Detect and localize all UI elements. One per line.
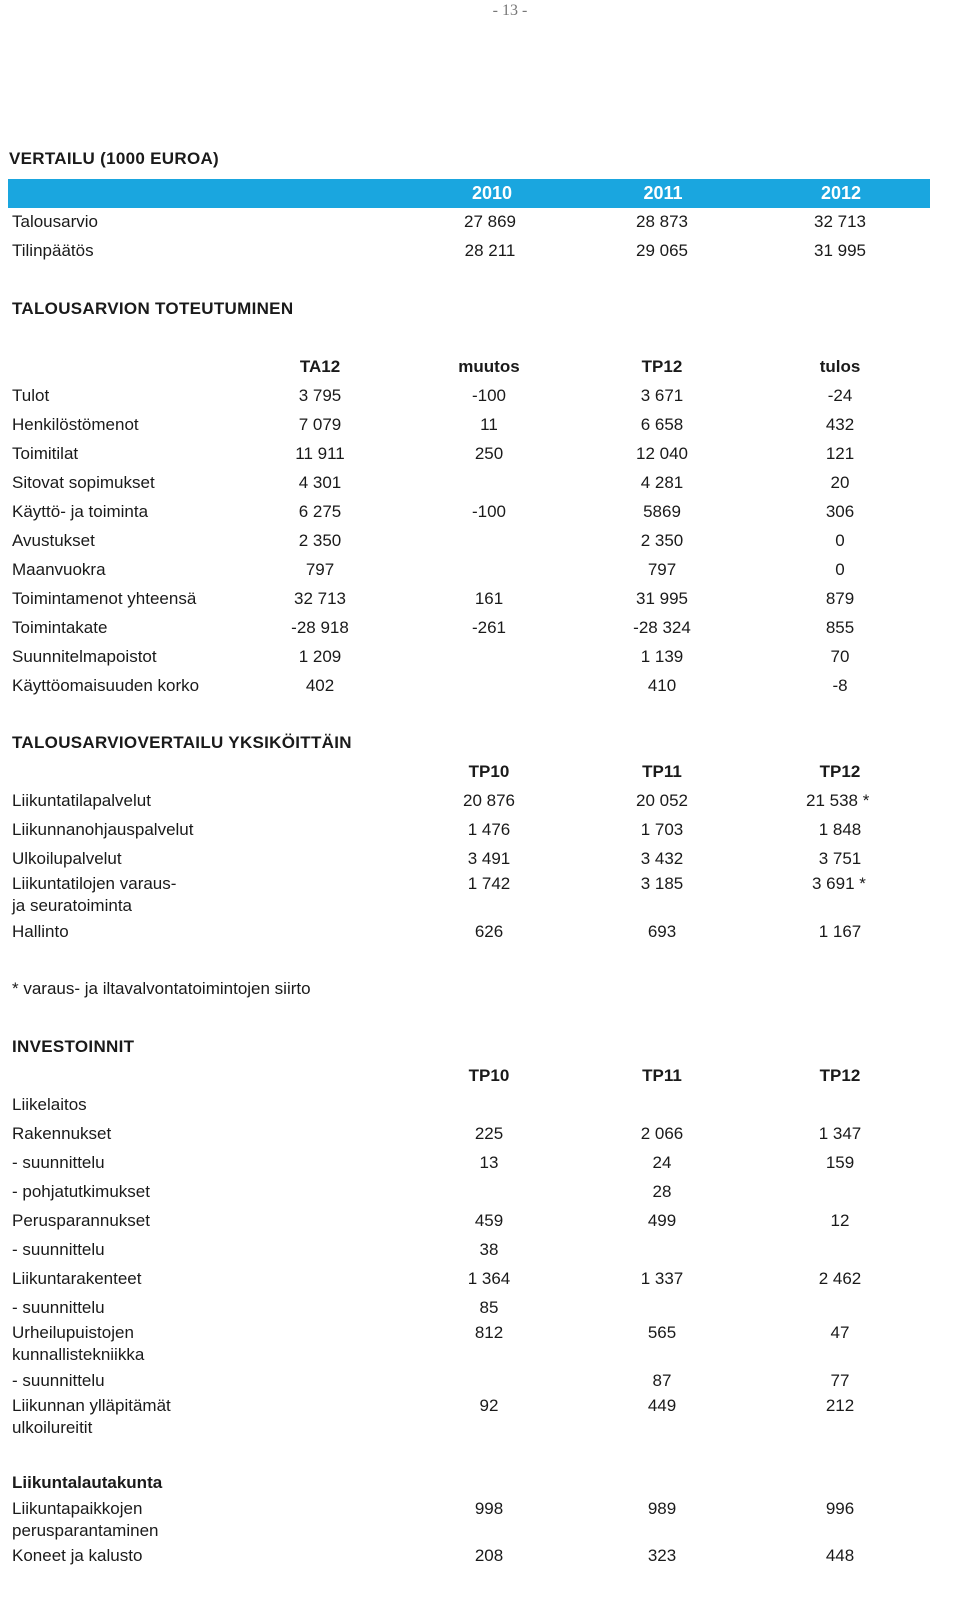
cell: 21 538 * <box>806 791 870 810</box>
col-header-tp12: TP12 <box>641 357 683 376</box>
cell: 2 350 <box>298 531 342 550</box>
cell: 6 275 <box>298 502 342 521</box>
cell: 449 <box>647 1396 677 1415</box>
row-label-line2: kunnallistekniikka <box>12 1345 145 1364</box>
yksikoittain-heading: TALOUSARVIOVERTAILU YKSIKÖITTÄIN <box>12 733 352 752</box>
cell: 92 <box>479 1396 499 1415</box>
cell: 1 476 <box>467 820 511 839</box>
cell: 3 691 * <box>812 874 866 893</box>
row-label: Talousarvio <box>12 212 98 231</box>
row-label: Liikuntatilojen varaus- <box>12 874 177 893</box>
cell: 121 <box>825 444 855 463</box>
cell: 32 713 <box>814 212 866 231</box>
footnote: * varaus- ja iltavalvontatoimintojen siirto <box>12 979 311 998</box>
row-label: Toimintamenot yhteensä <box>12 589 197 608</box>
year-2011: 2011 <box>643 183 683 203</box>
row-label: Koneet ja kalusto <box>12 1546 143 1565</box>
cell: 3 751 <box>818 849 862 868</box>
cell: 12 040 <box>636 444 688 463</box>
cell: -100 <box>471 502 507 521</box>
cell: -28 324 <box>633 618 691 637</box>
cell: 24 <box>652 1153 672 1172</box>
cell: 1 742 <box>467 874 511 893</box>
cell: 0 <box>835 560 845 579</box>
row-label: Liikuntatilapalvelut <box>12 791 151 810</box>
cell: 1 167 <box>818 922 862 941</box>
cell: 225 <box>474 1124 504 1143</box>
row-label: Tulot <box>12 386 50 405</box>
cell: 797 <box>305 560 335 579</box>
cell: 626 <box>474 922 504 941</box>
cell: 3 185 <box>640 874 684 893</box>
col-header-tp12: TP12 <box>819 762 861 781</box>
cell: 85 <box>479 1298 499 1317</box>
cell: 20 052 <box>636 791 688 810</box>
cell: 11 911 <box>295 444 345 463</box>
cell: 4 301 <box>298 473 342 492</box>
cell: 208 <box>474 1546 504 1565</box>
row-label: Rakennukset <box>12 1124 112 1143</box>
year-2012: 2012 <box>820 183 862 203</box>
cell: 499 <box>647 1211 677 1230</box>
cell: 402 <box>305 676 335 695</box>
row-label: Urheilupuistojen <box>12 1323 134 1342</box>
cell: 1 347 <box>818 1124 862 1143</box>
col-header-ta12: TA12 <box>299 357 341 376</box>
cell: 989 <box>647 1499 677 1518</box>
cell: 29 065 <box>636 241 688 260</box>
cell: -28 918 <box>291 618 349 637</box>
cell: 77 <box>830 1371 850 1390</box>
cell: 250 <box>474 444 504 463</box>
cell: 812 <box>474 1323 504 1342</box>
row-label: Suunnitelmapoistot <box>12 647 157 666</box>
cell: 27 869 <box>464 212 516 231</box>
cell: -261 <box>471 618 507 637</box>
cell: 1 364 <box>467 1269 511 1288</box>
cell: 47 <box>830 1323 850 1342</box>
row-label-line2: ulkoilureitit <box>12 1418 93 1437</box>
cell: 1 848 <box>818 820 862 839</box>
cell: -100 <box>471 386 507 405</box>
cell: -24 <box>827 386 853 405</box>
cell: 28 <box>652 1182 672 1201</box>
row-label: Liikelaitos <box>12 1095 87 1114</box>
row-label: - suunnittelu <box>12 1153 105 1172</box>
cell: 448 <box>825 1546 855 1565</box>
lautakunta-subheading: Liikuntalautakunta <box>12 1473 163 1492</box>
row-label: Avustukset <box>12 531 95 550</box>
year-2010: 2010 <box>471 183 513 203</box>
cell: 28 211 <box>464 241 516 260</box>
cell: 28 873 <box>636 212 688 231</box>
col-header-tp12: TP12 <box>819 1066 861 1085</box>
cell: 693 <box>647 922 677 941</box>
cell: 12 <box>830 1211 850 1230</box>
cell: 13 <box>479 1153 499 1172</box>
row-label-line2: ja seuratoiminta <box>12 896 133 915</box>
row-label: Maanvuokra <box>12 560 106 579</box>
cell: 20 876 <box>463 791 515 810</box>
cell: 998 <box>474 1499 504 1518</box>
row-label: Sitovat sopimukset <box>12 473 155 492</box>
cell: 161 <box>474 589 504 608</box>
cell: 212 <box>825 1396 855 1415</box>
cell: 2 350 <box>640 531 684 550</box>
cell: 3 671 <box>640 386 684 405</box>
row-label: Ulkoilupalvelut <box>12 849 122 868</box>
cell: 159 <box>825 1153 855 1172</box>
row-label: Hallinto <box>12 922 69 941</box>
row-label: Henkilöstömenot <box>12 415 139 434</box>
row-label: - suunnittelu <box>12 1240 105 1259</box>
cell: 31 995 <box>814 241 866 260</box>
cell: 38 <box>479 1240 499 1259</box>
row-label: Liikuntarakenteet <box>12 1269 142 1288</box>
row-label: Liikuntapaikkojen <box>12 1499 143 1518</box>
page-number: - 13 - <box>492 2 528 19</box>
cell: 1 209 <box>298 647 342 666</box>
col-header-tp11: TP11 <box>642 762 682 781</box>
col-header-tp10: TP10 <box>468 762 510 781</box>
cell: 5869 <box>643 502 681 521</box>
row-label: - suunnittelu <box>12 1298 105 1317</box>
col-header-muutos: muutos <box>458 357 520 376</box>
cell: 3 432 <box>640 849 684 868</box>
row-label: Perusparannukset <box>12 1211 150 1230</box>
row-label: Käyttö- ja toiminta <box>12 502 149 521</box>
row-label: Liikunnanohjauspalvelut <box>12 820 194 839</box>
col-header-tp10: TP10 <box>468 1066 510 1085</box>
cell: 31 995 <box>636 589 688 608</box>
cell: 3 795 <box>298 386 342 405</box>
cell: 11 <box>480 415 498 434</box>
cell: 996 <box>825 1499 855 1518</box>
cell: 565 <box>647 1323 677 1342</box>
row-label: Käyttöomaisuuden korko <box>12 676 200 695</box>
cell: 1 337 <box>640 1269 684 1288</box>
cell: -8 <box>832 676 848 695</box>
row-label: Liikunnan ylläpitämät <box>12 1396 171 1415</box>
col-header-tulos: tulos <box>819 357 861 376</box>
cell: 323 <box>647 1546 677 1565</box>
vertailu-heading: VERTAILU (1000 EUROA) <box>9 149 220 168</box>
investoinnit-heading: INVESTOINNIT <box>12 1037 135 1056</box>
cell: 32 713 <box>294 589 346 608</box>
cell: 855 <box>825 618 855 637</box>
cell: 2 066 <box>640 1124 684 1143</box>
cell: 87 <box>652 1371 672 1390</box>
cell: 0 <box>835 531 845 550</box>
cell: 4 281 <box>640 473 684 492</box>
row-label-line2: perusparantaminen <box>12 1521 159 1540</box>
col-header-tp11: TP11 <box>642 1066 682 1085</box>
toteutuminen-heading: TALOUSARVION TOTEUTUMINEN <box>12 299 294 318</box>
cell: 432 <box>825 415 855 434</box>
cell: 797 <box>647 560 677 579</box>
cell: 459 <box>474 1211 504 1230</box>
cell: 1 703 <box>640 820 684 839</box>
row-label: Toimitilat <box>12 444 79 463</box>
cell: 6 658 <box>640 415 684 434</box>
cell: 2 462 <box>818 1269 862 1288</box>
cell: 3 491 <box>467 849 511 868</box>
cell: 70 <box>830 647 850 666</box>
cell: 410 <box>647 676 677 695</box>
row-label: - suunnittelu <box>12 1371 105 1390</box>
cell: 879 <box>825 589 855 608</box>
cell: 7 079 <box>298 415 342 434</box>
cell: 1 139 <box>640 647 684 666</box>
row-label: - pohjatutkimukset <box>12 1182 150 1201</box>
row-label: Tilinpäätös <box>12 241 94 260</box>
row-label: Toimintakate <box>12 618 108 637</box>
cell: 306 <box>825 502 855 521</box>
cell: 20 <box>830 473 850 492</box>
